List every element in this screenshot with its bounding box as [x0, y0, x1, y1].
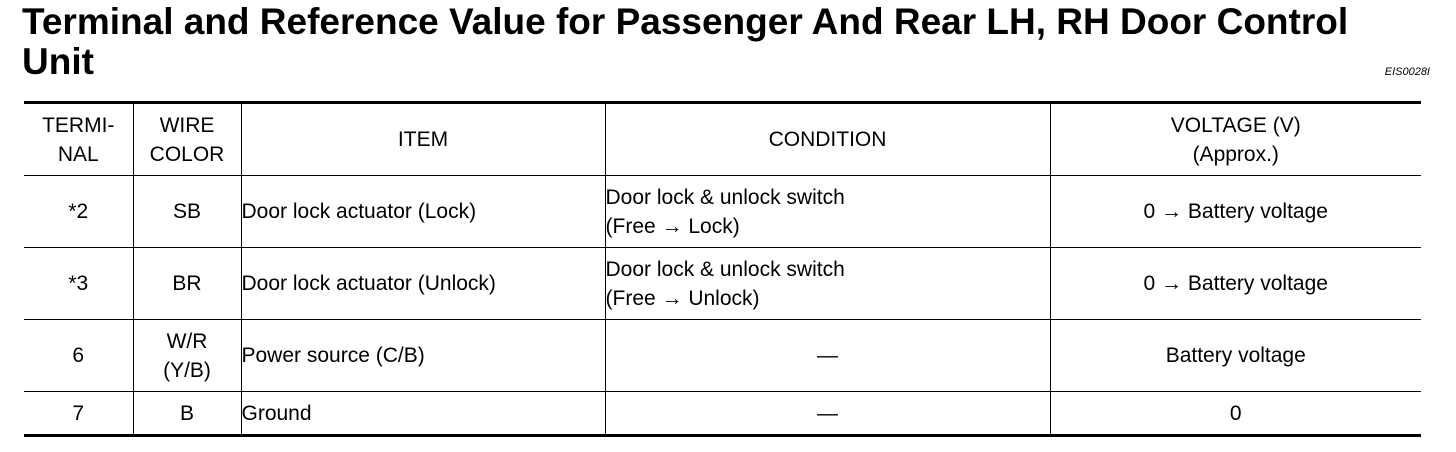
table-row: [24, 392, 1421, 436]
item-cell: Door lock actuator (Lock): [241, 176, 605, 248]
table-row: [24, 248, 1421, 320]
item-cell: Power source (C/B): [241, 320, 605, 392]
terminal-cell: 6: [24, 320, 133, 392]
table-header-row: [24, 103, 1421, 176]
header-item: ITEM: [241, 103, 605, 176]
table-row: [24, 320, 1421, 392]
wire-color-cell: BR: [133, 248, 241, 320]
page-title: Terminal and Reference Value for Passenger And Rear LH, RH Door Control Unit: [22, 1, 1349, 82]
condition-line-2: (Free → Lock): [605, 214, 740, 238]
item-cell: Door lock actuator (Unlock): [241, 248, 605, 320]
header-terminal-line-2: NAL: [57, 142, 99, 166]
condition-line-2: (Free → Unlock): [605, 286, 760, 310]
item-cell: Ground: [241, 392, 605, 436]
header-wire-color: [133, 103, 241, 176]
terminal-cell: 7: [24, 392, 133, 436]
wire-color-line-2: (Y/B): [163, 358, 211, 382]
header-terminal-line-1: TERMI-: [42, 113, 115, 137]
condition-cell: [605, 176, 1050, 248]
condition-line-1: Door lock & unlock switch: [605, 185, 845, 209]
header-voltage: [1050, 103, 1421, 176]
header-voltage-line-2: (Approx.): [1192, 142, 1279, 166]
wire-color-line-1: W/R: [166, 329, 208, 353]
wire-color-cell: [133, 320, 241, 392]
voltage-cell: 0 → Battery voltage: [1050, 248, 1421, 320]
voltage-cell: Battery voltage: [1050, 320, 1421, 392]
condition-cell: [605, 248, 1050, 320]
terminal-reference-table: [24, 101, 1421, 437]
terminal-cell: *2: [24, 176, 133, 248]
wire-color-cell: SB: [133, 176, 241, 248]
voltage-cell: 0 → Battery voltage: [1050, 176, 1421, 248]
reference-code: EIS0028I: [1384, 66, 1430, 78]
condition-cell: —: [605, 392, 1050, 436]
terminal-cell: *3: [24, 248, 133, 320]
condition-cell: —: [605, 320, 1050, 392]
table-row: [24, 176, 1421, 248]
header-wire-color-line-2: COLOR: [149, 142, 225, 166]
header-voltage-line-1: VOLTAGE (V): [1170, 113, 1301, 137]
condition-line-1: Door lock & unlock switch: [605, 257, 845, 281]
header-wire-color-line-1: WIRE: [159, 113, 215, 137]
wire-color-cell: B: [133, 392, 241, 436]
header-condition: CONDITION: [605, 103, 1050, 176]
header-terminal: [24, 103, 133, 176]
voltage-cell: 0: [1050, 392, 1421, 436]
